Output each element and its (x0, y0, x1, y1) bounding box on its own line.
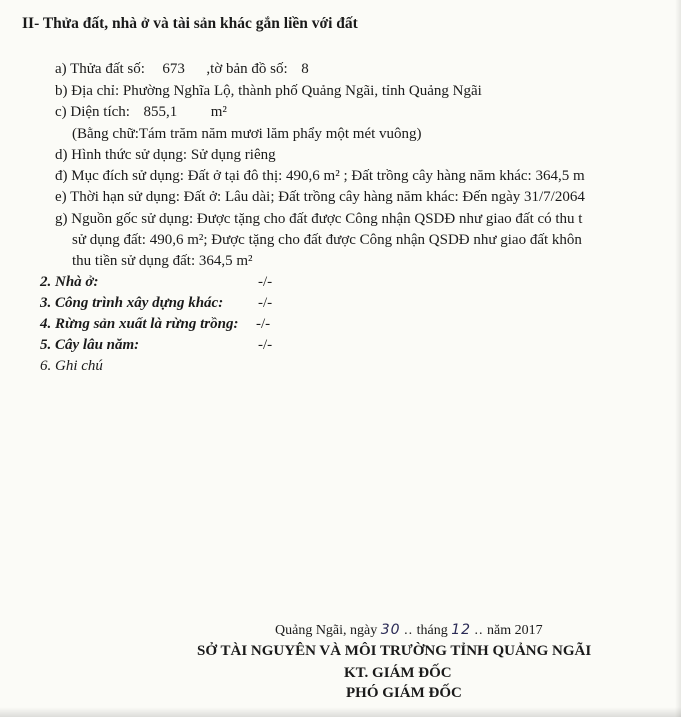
map-sheet-label: ,tờ bản đồ số: (206, 61, 288, 77)
usage-form-line: d) Hình thức sử dụng: Sử dụng riêng (55, 147, 276, 163)
item-perennial-value: -/- (258, 337, 273, 353)
month-label: tháng (416, 623, 448, 638)
item-construction-label: 3. Công trình xây dựng khác: (40, 295, 224, 311)
signer-title-1: KT. GIÁM ĐỐC (344, 665, 452, 681)
parcel-label: a) Thửa đất số: (55, 61, 145, 77)
map-sheet-number: 8 (301, 61, 309, 77)
origin-line-3: thu tiền sử dụng đất: 364,5 m² (72, 253, 253, 269)
origin-line-1: g) Nguồn gốc sử dụng: Được tặng cho đất được Công nhận QSDĐ như giao đất có thu t (55, 211, 583, 227)
place-date: Quảng Ngãi, ngày 30 .. tháng 12 .. năm 2017 (275, 622, 543, 638)
item-house-label: 2. Nhà ở: (40, 274, 99, 290)
item-house-value: -/- (258, 274, 273, 290)
item-construction-value: -/- (258, 295, 273, 311)
page-edge-shadow (675, 0, 681, 717)
date-day: 30 (380, 622, 401, 638)
area-in-words: (Bằng chữ:Tám trăm năm mươi lăm phẩy một mét vuông) (72, 126, 422, 142)
item-forest-label: 4. Rừng sản xuất là rừng trồng: (40, 316, 239, 332)
page-bottom-shadow (0, 707, 681, 717)
usage-purpose-line: đ) Mục đích sử dụng: Đất ở tại đô thị: 490,6 m² ; Đất trồng cây hàng năm khác: 364,5 m (55, 168, 585, 184)
issuing-agency: SỞ TÀI NGUYÊN VÀ MÔI TRƯỜNG TỈNH QUẢNG NGÃI (197, 643, 592, 659)
area-label: c) Diện tích: (55, 104, 130, 120)
item-forest-value: -/- (256, 316, 271, 332)
date-month: 12 (451, 622, 472, 638)
area-value: 855,1 (143, 104, 178, 120)
section-title: II- Thửa đất, nhà ở và tài sản khác gắn liền với đất (22, 15, 358, 32)
item-notes-label: 6. Ghi chú (40, 358, 103, 374)
item-notes (40, 357, 103, 375)
parcel-line (55, 60, 309, 78)
area-line (55, 103, 227, 121)
origin-line-2: sử dụng đất: 490,6 m²; Được tặng cho đất được Công nhận QSDĐ như giao đất khôn (72, 232, 582, 248)
address-line: b) Địa chỉ: Phường Nghĩa Lộ, thành phố Quảng Ngãi, tỉnh Quảng Ngãi (55, 83, 482, 99)
parcel-number: 673 (162, 61, 185, 77)
area-unit: m² (210, 104, 227, 120)
signer-title-2: PHÓ GIÁM ĐỐC (346, 685, 462, 701)
item-house (40, 273, 98, 291)
item-forest (40, 315, 238, 333)
place-date-prefix: Quảng Ngãi, ngày (275, 623, 378, 638)
item-construction (40, 294, 223, 312)
usage-term-line: e) Thời hạn sử dụng: Đất ở: Lâu dài; Đất trồng cây hàng năm khác: Đến ngày 31/7/2064 (55, 189, 585, 205)
item-perennial-label: 5. Cây lâu năm: (40, 337, 140, 353)
item-perennial (40, 336, 139, 354)
year-label: năm 2017 (487, 623, 543, 638)
